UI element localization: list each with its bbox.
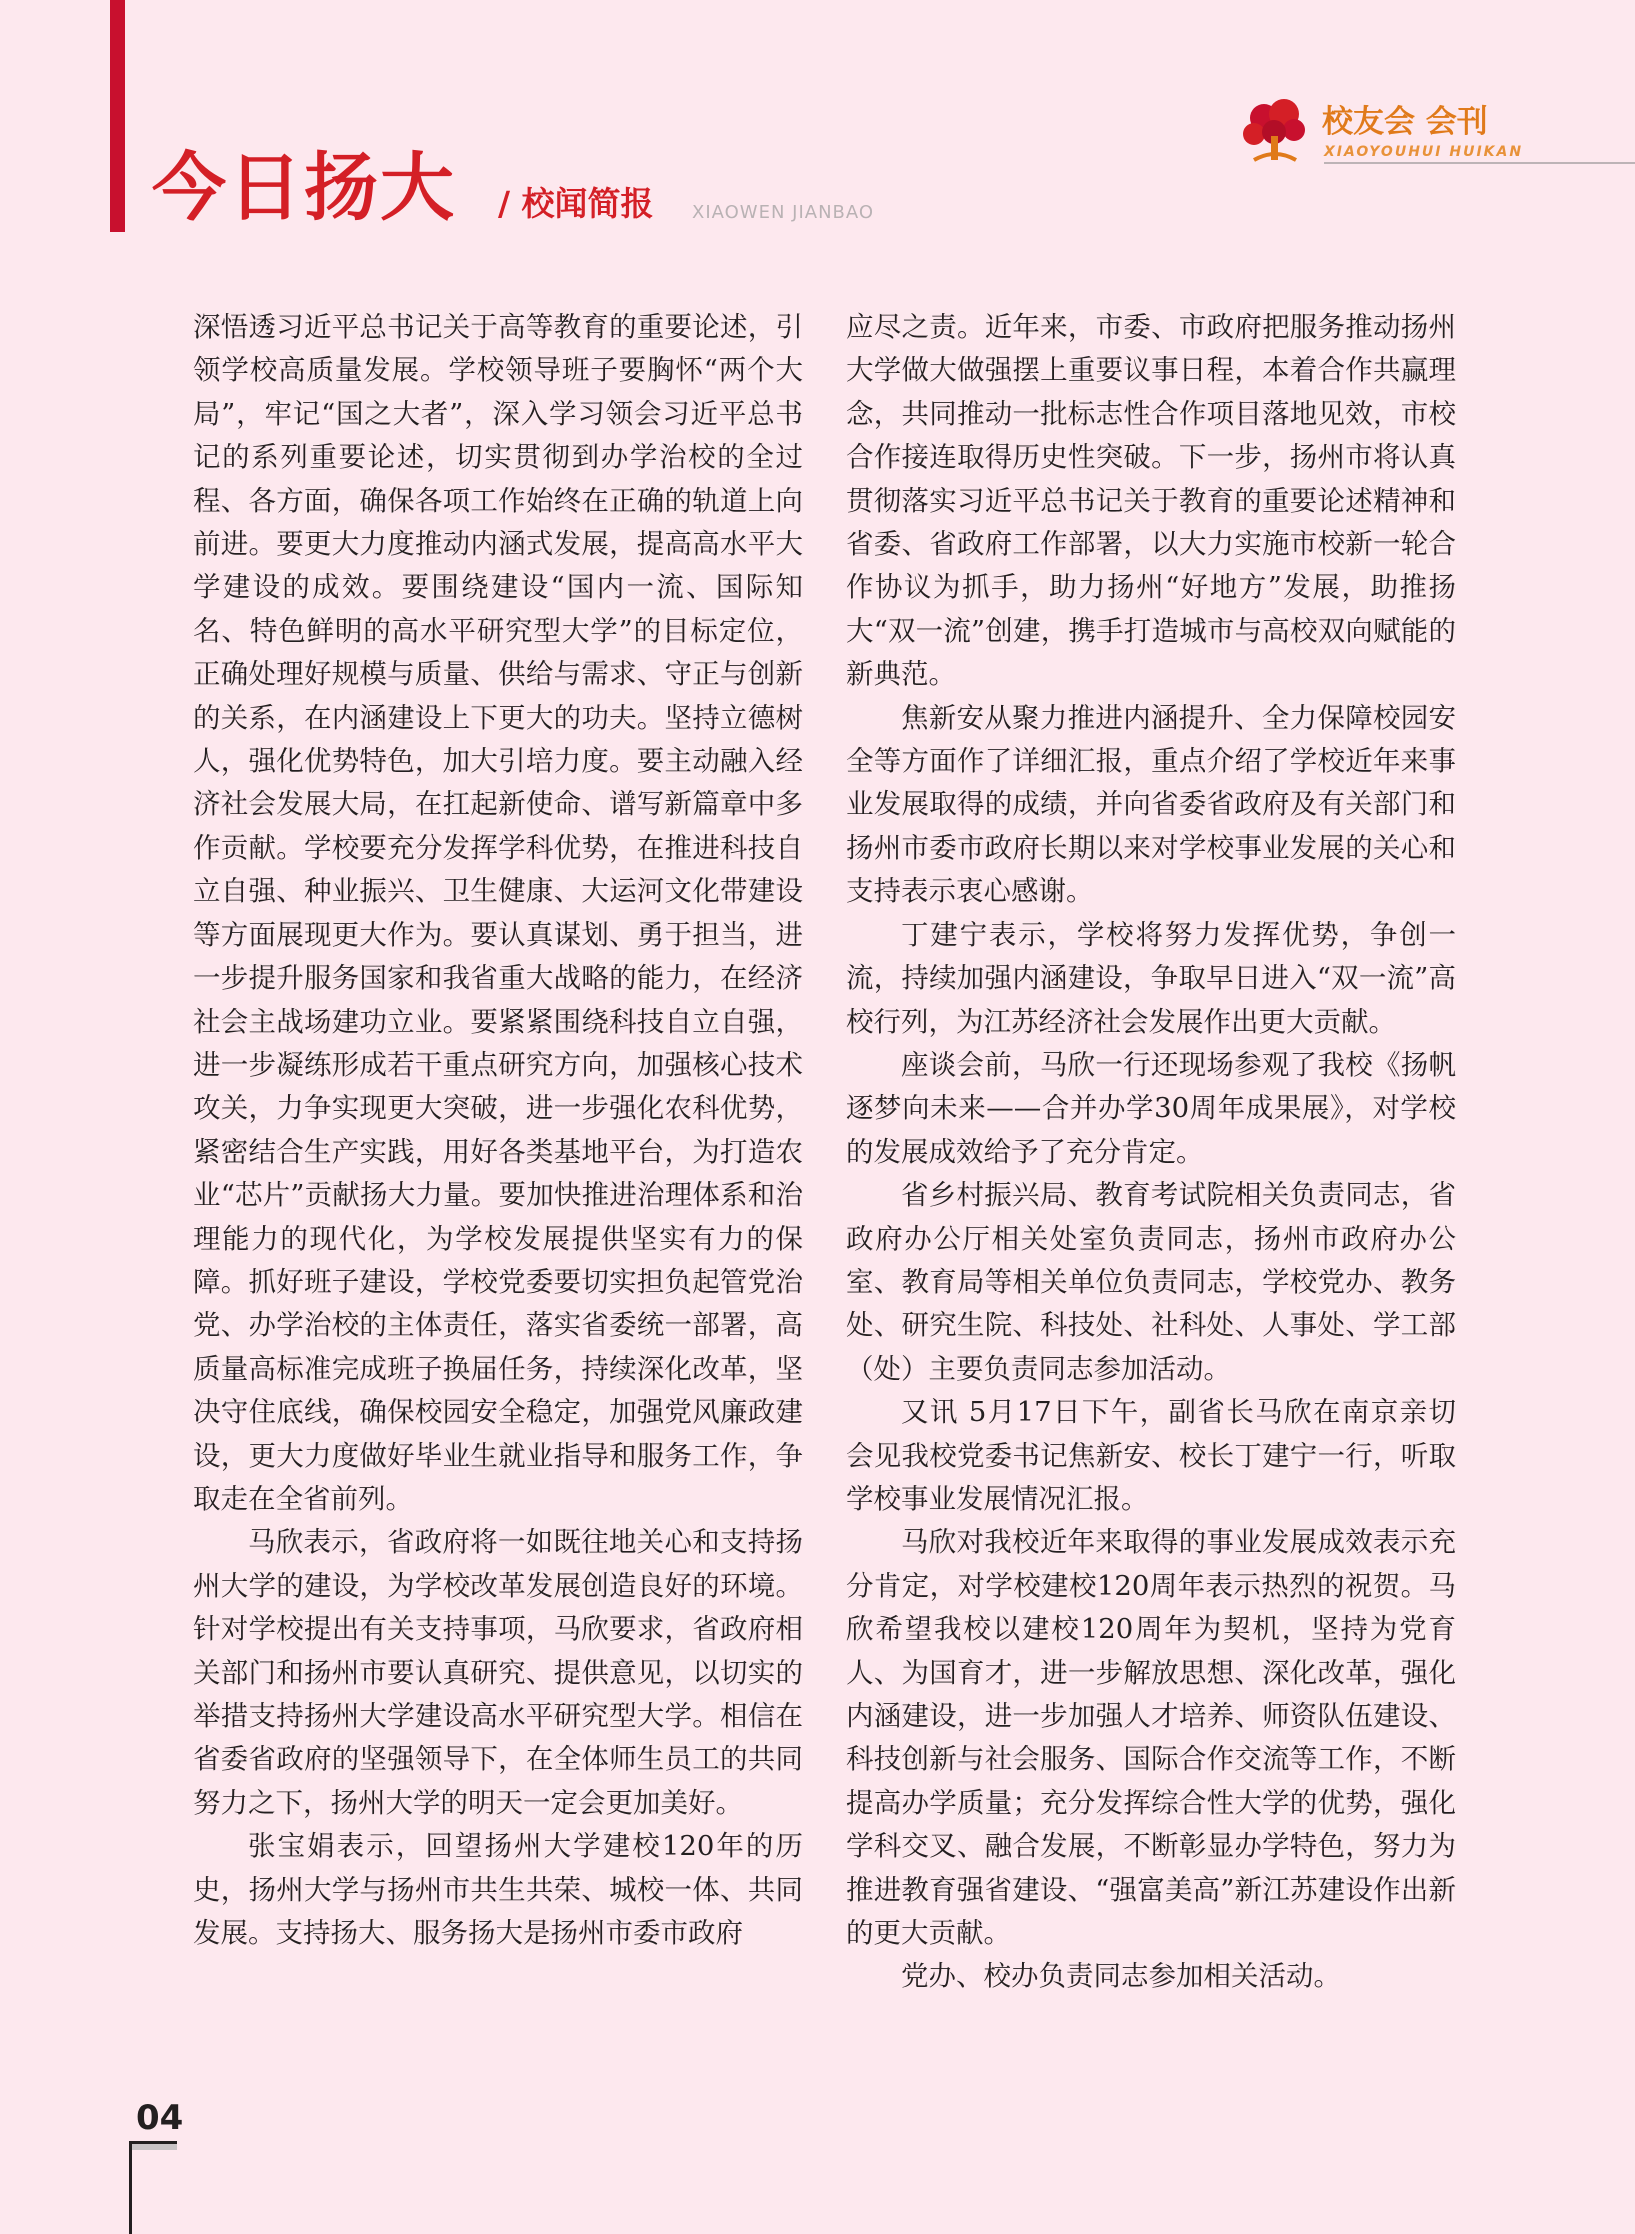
paragraph: 座谈会前，马欣一行还现场参观了我校《扬帆逐梦向未来——合并办学30周年成果展》，对学校的发展成效给予了充分肯定。 xyxy=(846,1048,1456,1168)
paragraph: 深悟透习近平总书记关于高等教育的重要论述，引领学校高质量发展。学校领导班子要胸怀“两个大局”，牢记“国之大者”，深入学习领会习近平总书记的系列重要论述，切实贯彻到办学治校的全过程、各方面，确保各项工作始终在正确的轨道上向前进。要更大力度推动内涵式发展，提高高水平大学建设的成效。要围绕建设“国内一流、国际知名、特色鲜明的高水平研究型大学”的目标定位，正确处理好规模与质量、供给与需求、守正与创新的关系，在内涵建设上下更大的功夫。坚持立德树人，强化优势特色，加大引培力度。要主动融入经济社会发展大局，在扛起新使命、谱写新篇章中多作贡献。学校要充分发挥学科优势，在推进科技自立自强、种业振兴、卫生健康、大运河文化带建设等方面展现更大作为。要认真谋划、勇于担当，进一步提升服务国家和我省重大战略的能力，在经济社会主战场建功立业。要紧紧围绕科技自立自强，进一步凝练形成若干重点研究方向，加强核心技术攻关，力争实现更大突破，进一步强化农科优势，紧密结合生产实践，用好各类基地平台，为打造农业“芯片”贡献扬大力量。要加快推进治理体系和治理能力的现代化，为学校发展提供坚实有力的保障。抓好班子建设，学校党委要切实担负起管党治党、办学治校的主体责任，落实省委统一部署，高质量高标准完成班子换届任务，持续深化改革，坚决守住底线，确保校园安全稳定，加强党风廉政建设，更大力度做好毕业生就业指导和服务工作，争取走在全省前列。 xyxy=(193,311,803,1515)
column-tag-english: XIAOWEN JIANBAO xyxy=(692,202,875,223)
paragraph: 又讯 5月17日下午，副省长马欣在南京亲切会见我校党委书记焦新安、校长丁建宁一行，听取学校事业发展情况汇报。 xyxy=(846,1396,1456,1515)
alumni-tree-logo-icon xyxy=(1240,96,1310,164)
brand-subtitle: XIAOYOUHUI HUIKAN xyxy=(1324,144,1524,160)
paragraph: 马欣表示，省政府将一如既往地关心和支持扬州大学的建设，为学校改革发展创造良好的环境。针对学校提出有关支持事项，马欣要求，省政府相关部门和扬州市要认真研究、提供意见，以切实的举措支持扬州大学建设高水平研究型大学。相信在省委省政府的坚强领导下，在全体师生员工的共同努力之下，扬州大学的明天一定会更加美好。 xyxy=(193,1526,803,1819)
paragraph: 省乡村振兴局、教育考试院相关负责同志，省政府办公厅相关处室负责同志，扬州市政府办公室、教育局等相关单位负责同志，学校党办、教务处、研究生院、科技处、社科处、人事处、学工部（处）主要负责同志参加活动。 xyxy=(846,1179,1456,1385)
article-column-left xyxy=(193,306,803,1955)
paragraph: 丁建宁表示，学校将努力发挥优势，争创一流，持续加强内涵建设，争取早日进入“双一流”高校行列，为江苏经济社会发展作出更大贡献。 xyxy=(846,918,1456,1038)
section-title: 今日扬大 xyxy=(152,145,456,231)
article-column-right xyxy=(846,306,1456,1999)
column-tag: / 校闻简报 xyxy=(498,184,654,223)
paragraph: 应尽之责。近年来，市委、市政府把服务推动扬州大学做大做强摆上重要议事日程，本着合作共赢理念，共同推动一批标志性合作项目落地见效，市校合作接连取得历史性突破。下一步，扬州市将认真贯彻落实习近平总书记关于教育的重要论述精神和省委、省政府工作部署，以大力实施市校新一轮合作协议为抓手，助力扬州“好地方”发展，助推扬大“双一流”创建，携手打造城市与高校双向赋能的新典范。 xyxy=(846,311,1456,691)
paragraph: 马欣对我校近年来取得的事业发展成效表示充分肯定，对学校建校120周年表示热烈的祝贺。马欣希望我校以建校120周年为契机，坚持为党育人、为国育才，进一步解放思想、深化改革，强化内涵建设，进一步加强人才培养、师资队伍建设、科技创新与社会服务、国际合作交流等工作，不断提高办学质量；充分发挥综合性大学的优势，强化学科交叉、融合发展，不断彰显办学特色，努力为推进教育强省建设、“强富美高”新江苏建设作出新的更大贡献。 xyxy=(846,1526,1456,1950)
section-accent-bar xyxy=(110,0,125,232)
brand-title: 校友会 会刊 xyxy=(1322,104,1488,140)
magazine-brand xyxy=(1240,96,1635,166)
page-number: 04 xyxy=(136,2098,184,2138)
paragraph: 张宝娟表示，回望扬州大学建校120年的历史，扬州大学与扬州市共生共荣、城校一体、共同发展。支持扬大、服务扬大是扬州市委市政府 xyxy=(193,1830,803,1950)
corner-shadow xyxy=(132,2144,177,2150)
corner-mark xyxy=(129,2141,132,2234)
paragraph: 焦新安从聚力推进内涵提升、全力保障校园安全等方面作了详细汇报，重点介绍了学校近年来事业发展取得的成绩，并向省委省政府及有关部门和扬州市委市政府长期以来对学校事业发展的关心和支持表示衷心感谢。 xyxy=(846,701,1456,908)
brand-rule xyxy=(1324,162,1635,164)
paragraph: 党办、校办负责同志参加相关活动。 xyxy=(901,1960,1341,1993)
